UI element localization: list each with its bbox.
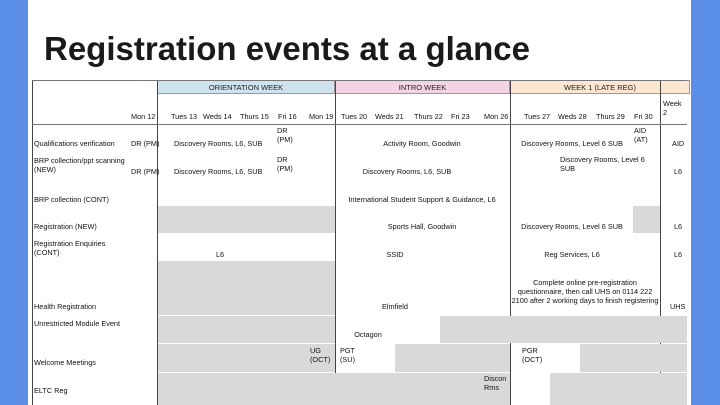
page-title: Registration events at a glance	[44, 30, 530, 67]
qual-week2: AID	[672, 139, 685, 148]
divider-days	[32, 124, 687, 125]
no-event-welcome-week1	[580, 344, 687, 372]
welcome-pgt: PGT (SU)	[340, 346, 355, 365]
day-mon12: Mon 12	[131, 112, 156, 121]
divider-week1	[510, 80, 511, 405]
no-event-reg-fri30	[633, 206, 660, 233]
row-label-welcome: Welcome Meetings	[34, 358, 96, 367]
no-event-welcome-orientation	[158, 344, 335, 372]
day-thu29: Thurs 29	[596, 112, 625, 121]
qual-intro: Activity Room, Goodwin	[383, 139, 461, 148]
enquiries-week2: L6	[674, 250, 683, 259]
no-event-module-rest	[440, 316, 687, 343]
brp-week1: Discovery Rooms, Level 6 SUB	[560, 155, 645, 174]
day-wed21: Weds 21	[375, 112, 404, 121]
enquiries-orientation: L6	[215, 250, 225, 259]
brp-discovery-l6: Discovery Rooms, L6, SUB	[174, 167, 263, 176]
brp-intro: Discovery Rooms, L6, SUB	[362, 167, 452, 176]
module-intro: Octagon	[354, 330, 382, 339]
health-intro: Elmfield	[382, 302, 408, 311]
health-week2: UHS	[670, 302, 686, 311]
day-thu15: Thurs 15	[240, 112, 269, 121]
no-event-health-orientation	[158, 261, 335, 315]
row-label-qualifications: Qualifications verification	[34, 139, 115, 148]
brp-cont-span: International Student Support & Guidance, L6	[348, 195, 496, 204]
row-label-registration-new: Registration (NEW)	[34, 222, 97, 231]
divider-top	[32, 80, 687, 81]
day-fri30: Fri 30	[634, 112, 653, 121]
day-wed28: Weds 28	[558, 112, 587, 121]
row-label-brp-cont: BRP collection (CONT)	[34, 195, 109, 204]
row-label-module-event: Unrestricted Module Event	[34, 319, 120, 328]
qual-discovery-l6: Discovery Rooms, L6, SUB	[174, 139, 263, 148]
no-event-eltc	[158, 373, 510, 405]
enquiries-intro: SSID	[386, 250, 404, 259]
day-mon19: Mon 19	[309, 112, 334, 121]
day-thu22: Thurs 22	[414, 112, 443, 121]
health-week1: Complete online pre-registration questionnaire, then call UHS on 0114 222 2100 after 2 working days to finish registering	[511, 278, 659, 306]
day-wed14: Weds 14	[203, 112, 232, 121]
day-mon26: Mon 26	[484, 112, 509, 121]
no-event-module-orientation	[158, 316, 335, 343]
eltc-discon: Discon Rms	[484, 374, 507, 393]
row-label-eltc: ELTC Reg	[34, 386, 68, 395]
qual-fri30: AID (AT)	[634, 126, 648, 145]
reg-new-intro: Sports Hall, Goodwin	[387, 222, 457, 231]
slide	[28, 0, 691, 405]
qual-fri16: DR (PM)	[277, 126, 293, 145]
brp-mon12: DR (PM)	[131, 167, 160, 176]
divider-left	[32, 80, 33, 405]
no-event-welcome-intro	[395, 344, 510, 372]
brp-fri16: DR (PM)	[277, 155, 293, 174]
day-fri23: Fri 23	[451, 112, 470, 121]
row-label-health: Health Registration	[34, 302, 97, 311]
reg-new-week2: L6	[674, 222, 683, 231]
qual-mon12: DR (PM)	[131, 139, 160, 148]
week1-header: WEEK 1 (LATE REG)	[510, 80, 690, 94]
welcome-ug: UG (OCT)	[310, 346, 331, 365]
no-event-reg-orientation	[158, 206, 335, 233]
qual-week1: Discovery Rooms, Level 6 SUB	[521, 139, 623, 148]
schedule-table	[32, 80, 687, 405]
day-fri16: Fri 16	[278, 112, 297, 121]
day-week2: Week 2	[663, 99, 682, 118]
row-label-brp: BRP collection/ppt scanning (NEW)	[34, 156, 125, 175]
orientation-week-header: ORIENTATION WEEK	[157, 80, 335, 94]
day-tue27: Tues 27	[524, 112, 551, 121]
no-event-eltc-week1	[550, 373, 687, 405]
intro-week-header: INTRO WEEK	[335, 80, 510, 94]
brp-week2: L6	[674, 167, 683, 176]
day-tue13: Tues 13	[171, 112, 198, 121]
day-tue20: Tues 20	[341, 112, 368, 121]
row-label-enquiries: Registration Enquiries (CONT)	[34, 239, 106, 258]
reg-new-week1: Discovery Rooms, Level 6 SUB	[521, 222, 623, 231]
welcome-pgr: PGR (OCT)	[522, 346, 543, 365]
enquiries-week1: Reg Services, L6	[544, 250, 600, 259]
